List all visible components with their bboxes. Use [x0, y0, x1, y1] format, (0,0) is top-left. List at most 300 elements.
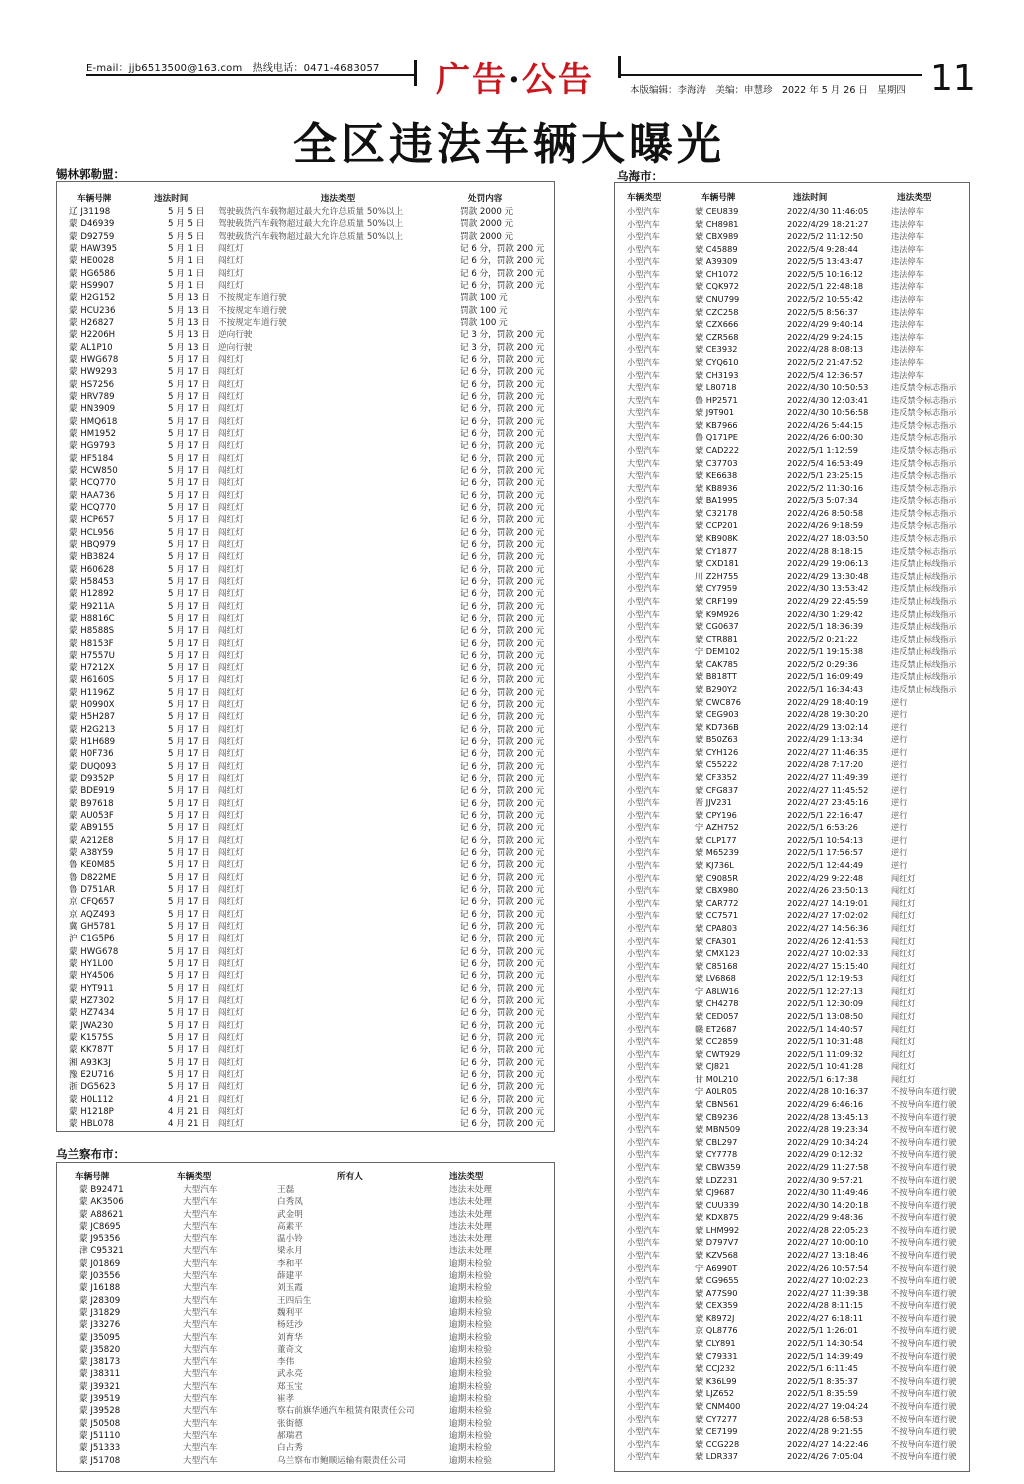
table-row	[627, 519, 967, 532]
table-row	[67, 231, 547, 243]
table-row	[75, 1233, 545, 1245]
table-cell: 小型汽车	[627, 935, 660, 946]
table-cell: 小型汽车	[627, 1262, 660, 1273]
table-cell: 蒙 HWG678	[69, 946, 119, 957]
table-cell: 不按导向车道行驶	[891, 1174, 957, 1185]
table-cell: 违法停车	[891, 356, 924, 367]
table-cell: 2022/4/30 11:49:46	[787, 1187, 869, 1198]
table-cell: 违法停车	[891, 206, 924, 216]
table-cell: 闯红灯	[218, 1033, 244, 1043]
header-rule-right	[620, 74, 922, 76]
table-cell: 违法未处理	[449, 1197, 492, 1208]
table-cell: 2022/5/1 6:11:45	[787, 1363, 858, 1374]
table-cell: 2022/4/27 10:02:23	[787, 1275, 869, 1286]
table-cell: 违反禁令标志指示	[891, 470, 957, 481]
table-cell: 5 月 1 日	[168, 244, 205, 254]
table-cell: 2022/4/28 13:45:13	[787, 1111, 869, 1122]
table-cell: 蒙 L80718	[695, 382, 737, 393]
table-cell: 蒙 J35820	[79, 1344, 121, 1355]
table-cell: 宁 AZH752	[695, 822, 739, 833]
table-cell: 刘玉霞	[277, 1283, 303, 1294]
table-cell: 武金明	[277, 1209, 303, 1220]
table-cell: 蒙 CJ9687	[695, 1187, 735, 1198]
table-cell: 蒙 D46939	[69, 219, 115, 230]
table-cell: 闯红灯	[891, 998, 916, 1009]
table-cell: 蒙 CTR881	[695, 633, 738, 644]
table-cell: 2022/4/26 7:05:04	[787, 1451, 864, 1462]
table-cell: 5 月 17 日	[168, 441, 210, 452]
table-cell: 2022/5/2 0:29:36	[787, 658, 858, 669]
table-cell: 董奇文	[277, 1344, 303, 1355]
table-row	[67, 551, 547, 563]
table-cell: 5 月 17 日	[168, 1057, 210, 1068]
table-row	[67, 711, 547, 723]
table-cell: 记 6 分，罚款 200 元	[460, 453, 545, 464]
table-cell: 5 月 17 日	[168, 663, 210, 674]
table-cell: 京 AQZ493	[69, 909, 116, 920]
table-cell: 小型汽车	[627, 746, 660, 757]
table-cell: 记 6 分，罚款 200 元	[460, 613, 545, 624]
table-cell: 蒙 HCQ770	[69, 478, 116, 489]
table-cell: 5 月 17 日	[168, 798, 210, 809]
table-cell: 4 月 21 日	[168, 1106, 210, 1117]
table-cell: 蒙 H2G213	[69, 724, 116, 735]
table-cell: 闯红灯	[218, 737, 244, 748]
table-cell: 2022/4/27 11:49:39	[787, 772, 869, 783]
table-cell: 4 月 21 日	[168, 1119, 210, 1130]
table-cell: 蒙 HY1L00	[69, 959, 114, 970]
table-row	[67, 342, 547, 354]
table-cell: 5 月 17 日	[168, 539, 210, 550]
table-cell: 蒙 HG9793	[69, 441, 116, 452]
table-cell: 小型汽车	[627, 897, 660, 908]
table-cell: 2022/4/30 14:20:18	[787, 1199, 869, 1210]
table-cell: 蒙 CC7571	[695, 910, 739, 921]
table-cell: 蒙 CFG837	[695, 784, 739, 795]
table-row	[627, 1211, 967, 1224]
table-cell: 大型汽车	[183, 1221, 218, 1232]
table-cell: 2022/4/28 8:11:15	[787, 1300, 864, 1311]
table-cell: 大型汽车	[627, 457, 660, 468]
table-cell: 蒙 H1218P	[69, 1106, 114, 1117]
table-row	[75, 1319, 545, 1331]
table-cell: 蒙 CBX980	[695, 885, 739, 896]
table-cell: 5 月 17 日	[168, 527, 210, 538]
table-cell: 蒙 H8153F	[69, 638, 114, 649]
table-cell: 蒙 CPY196	[695, 809, 737, 820]
table-row	[67, 933, 547, 945]
table-cell: 小型汽车	[627, 1312, 660, 1323]
table-cell: 违反禁令标志指示	[891, 545, 957, 556]
table-cell: 蒙 CY7959	[695, 583, 738, 594]
table-row	[75, 1368, 545, 1380]
table-cell: 郑玉宝	[277, 1381, 303, 1392]
table-row	[627, 872, 967, 885]
table-cell: 违反禁令标志指示	[891, 495, 957, 506]
table-cell: 宁 A8LW16	[695, 985, 739, 996]
table-cell: 小型汽车	[627, 721, 660, 732]
table-cell: 违法停车	[891, 319, 924, 330]
table-row	[627, 633, 967, 646]
table-cell: 5 月 17 日	[168, 1008, 210, 1019]
table-cell: 5 月 17 日	[168, 515, 210, 526]
table-row	[627, 645, 967, 658]
table-row	[627, 608, 967, 621]
table-row	[627, 532, 967, 545]
table-cell: 蒙 H0L112	[69, 1094, 114, 1105]
table-cell: 蒙 BDE919	[69, 786, 115, 797]
table-row	[627, 658, 967, 671]
table-cell: 蒙 CZX666	[695, 319, 739, 330]
table-cell: 蒙 J51110	[79, 1430, 121, 1441]
table-cell: 记 6 分，罚款 200 元	[460, 737, 545, 748]
table-cell: 大型汽车	[627, 470, 660, 481]
table-cell: 不按规定车道行驶	[218, 293, 287, 304]
table-row	[67, 761, 547, 773]
table-cell: 小型汽车	[627, 608, 660, 619]
table-cell: 闯红灯	[891, 910, 916, 921]
table-cell: 2022/4/28 19:30:20	[787, 709, 869, 720]
table-cell: 小型汽车	[627, 985, 660, 996]
header-bar-left	[414, 60, 417, 86]
table-cell: 小型汽车	[627, 1350, 660, 1361]
table-row	[627, 1337, 967, 1350]
table-cell: 闯红灯	[891, 1036, 916, 1047]
table-cell: 小型汽车	[627, 256, 660, 267]
table-row	[627, 205, 967, 218]
table-row	[75, 1381, 545, 1393]
table-cell: 5 月 13 日	[168, 342, 210, 353]
table-row	[67, 798, 547, 810]
table-row	[627, 356, 967, 369]
table-cell: 不按导向车道行驶	[891, 1426, 957, 1437]
table-cell: 记 6 分，罚款 200 元	[460, 354, 545, 365]
table-cell: 2022/4/27 6:18:11	[787, 1312, 864, 1323]
table-cell: 大型汽车	[183, 1246, 218, 1257]
table-row	[627, 683, 967, 696]
table-cell: 蒙 CPA803	[695, 922, 738, 933]
table-cell: 5 月 17 日	[168, 650, 210, 661]
table-cell: 大型汽车	[627, 407, 660, 418]
table-cell: 小型汽车	[627, 306, 660, 317]
table-row	[627, 1060, 967, 1073]
table-cell: 大型汽车	[183, 1381, 218, 1392]
table-row	[67, 366, 547, 378]
table-cell: 2022/4/29 9:24:15	[787, 331, 864, 342]
table-cell: 违反禁止标线指示	[891, 671, 957, 682]
table-cell: 小型汽车	[627, 696, 660, 707]
table-cell: 鲁 Q171PE	[695, 432, 738, 443]
table-cell: 不按导向车道行驶	[891, 1199, 957, 1210]
table-cell: 违反禁令标志指示	[891, 407, 957, 418]
table-cell: 小型汽车	[627, 344, 660, 355]
table-row	[627, 947, 967, 960]
table-cell: 记 6 分，罚款 200 元	[460, 379, 545, 390]
table-cell: 小型汽车	[627, 1136, 660, 1147]
table-row	[67, 1094, 547, 1106]
table-cell: 闯红灯	[218, 872, 244, 883]
table-cell: 记 6 分，罚款 200 元	[460, 280, 545, 291]
table-cell: 2022/4/29 13:02:14	[787, 721, 869, 732]
table-row	[67, 1007, 547, 1019]
table-cell: 蒙 HAA736	[69, 490, 116, 501]
table-cell: 逾期未检验	[449, 1381, 492, 1392]
table-row	[67, 502, 547, 514]
table-cell: 5 月 17 日	[168, 576, 210, 587]
table-cell: 2022/5/1 10:31:48	[787, 1036, 864, 1047]
table-cell: 驾驶载货汽车载物超过最大允许总质量 50%以上	[218, 207, 404, 218]
table-cell: 小型汽车	[627, 570, 660, 581]
table-cell: 小型汽车	[627, 1086, 660, 1097]
table-cell: 闯红灯	[891, 885, 916, 896]
table-cell: 蒙 J39528	[79, 1406, 121, 1417]
table-cell: 闯红灯	[891, 1011, 916, 1021]
contact-line: E-mail：jjb6513500@163.com 热线电话：0471-4683057	[86, 63, 380, 74]
table-cell: 蒙 H26827	[69, 317, 115, 328]
table-cell: 逆行	[891, 734, 908, 745]
table-cell: 违法未处理	[449, 1185, 492, 1195]
table-cell: 闯红灯	[891, 872, 916, 883]
table-cell: 2022/5/1 22:16:47	[787, 809, 864, 820]
table-cell: 小型汽车	[627, 331, 660, 342]
table-cell: 记 6 分，罚款 200 元	[460, 835, 545, 846]
table-cell: 闯红灯	[891, 935, 916, 946]
table-cell: 蒙 A77S90	[695, 1287, 738, 1298]
table-cell: 2022/4/28 8:08:13	[787, 344, 864, 355]
section-title-a: 广告	[436, 60, 508, 100]
table-row	[67, 674, 547, 686]
table-cell: 小型汽车	[627, 1438, 660, 1449]
table-row	[67, 588, 547, 600]
table-cell: 闯红灯	[218, 749, 244, 760]
table-cell: 闯红灯	[218, 367, 244, 378]
table-cell: 小型汽车	[627, 960, 660, 971]
table-cell: 闯红灯	[218, 268, 244, 279]
table-row	[627, 444, 967, 457]
table-cell: 记 6 分，罚款 200 元	[460, 1008, 545, 1019]
table-cell: 辽 J31198	[69, 207, 111, 218]
table-cell: 蒙 J28309	[79, 1295, 121, 1306]
table-cell: 违法停车	[891, 344, 924, 355]
table-cell: 罚款 100 元	[460, 293, 508, 304]
table-cell: 闯红灯	[891, 922, 916, 933]
table-cell: 5 月 17 日	[168, 552, 210, 563]
ulanqab-table-body	[75, 1184, 545, 1467]
table-cell: 逾期未检验	[449, 1295, 492, 1306]
table-cell: 闯红灯	[891, 1073, 916, 1084]
table-cell: 蒙 HE0028	[69, 256, 115, 267]
table-cell: 违反禁令标志指示	[891, 457, 957, 468]
table-cell: 蒙 CLP177	[695, 834, 737, 845]
table-cell: 蒙 D9352P	[69, 774, 114, 785]
table-row	[627, 1186, 967, 1199]
table-row	[67, 490, 547, 502]
table-cell: 记 3 分，罚款 200 元	[460, 330, 545, 341]
table-cell: 记 6 分，罚款 200 元	[460, 527, 545, 538]
table-row	[67, 810, 547, 822]
table-cell: 逆行	[891, 772, 908, 783]
table-cell: 小型汽车	[627, 1325, 660, 1336]
table-cell: 蒙 CF3352	[695, 772, 738, 783]
table-cell: 5 月 1 日	[168, 256, 205, 267]
table-cell: 闯红灯	[218, 527, 244, 538]
table-cell: 蒙 AL1P10	[69, 342, 113, 353]
table-cell: 2022/5/1 16:34:43	[787, 683, 864, 694]
table-cell: 蒙 A88621	[79, 1209, 124, 1220]
table-row	[75, 1221, 545, 1233]
table-cell: 蒙 CCG228	[695, 1438, 740, 1449]
table-row	[627, 306, 967, 319]
table-cell: 5 月 17 日	[168, 478, 210, 489]
table-row	[627, 721, 967, 734]
table-cell: 罚款 2000 元	[460, 219, 514, 230]
column-header: 车辆类型	[627, 193, 662, 204]
table-cell: 不按导向车道行驶	[891, 1350, 957, 1361]
table-cell: 李和平	[277, 1258, 303, 1269]
table-cell: 5 月 17 日	[168, 946, 210, 957]
table-row	[67, 243, 547, 255]
table-cell: 蒙 LJZ652	[695, 1388, 735, 1399]
table-row	[67, 317, 547, 329]
table-cell: 蒙 KZV568	[695, 1249, 738, 1260]
table-cell: 5 月 17 日	[168, 428, 210, 439]
table-cell: 大型汽车	[627, 419, 660, 430]
table-cell: 记 6 分，罚款 200 元	[460, 885, 545, 896]
ulanqab-table	[75, 1171, 545, 1467]
table-cell: 蒙 CWC876	[695, 696, 741, 707]
table-cell: 蒙 CFA301	[695, 935, 737, 946]
table-cell: 2022/5/1 12:30:09	[787, 998, 864, 1009]
table-cell: 记 6 分，罚款 200 元	[460, 1045, 545, 1056]
table-cell: 小型汽车	[627, 1212, 660, 1223]
table-cell: 不按导向车道行驶	[891, 1149, 957, 1160]
table-cell: 冀 GH5781	[69, 922, 116, 933]
table-row	[75, 1184, 545, 1196]
table-cell: 违法停车	[891, 218, 924, 229]
table-cell: 逆行	[891, 721, 908, 732]
table-row	[67, 970, 547, 982]
table-cell: 小型汽车	[627, 294, 660, 305]
table-cell: 2022/5/4 12:36:57	[787, 369, 864, 380]
table-cell: 不按导向车道行驶	[891, 1400, 957, 1411]
table-cell: 违反禁止标线指示	[891, 633, 957, 644]
table-cell: 蒙 LHM992	[695, 1224, 740, 1235]
table-row	[627, 1174, 967, 1187]
table-row	[67, 280, 547, 292]
table-cell: 2022/5/4 9:28:44	[787, 243, 858, 254]
table-cell: 5 月 17 日	[168, 774, 210, 785]
table-cell: 蒙 CE7199	[695, 1426, 738, 1437]
table-cell: 违反禁令标志指示	[891, 419, 957, 430]
table-cell: 小型汽车	[627, 545, 660, 556]
table-row	[67, 218, 547, 230]
table-cell: 闯红灯	[218, 552, 244, 563]
table-cell: 5 月 17 日	[168, 1069, 210, 1080]
table-cell: 2022/5/1 12:44:49	[787, 860, 864, 871]
table-cell: 蒙 K8972J	[695, 1312, 735, 1323]
table-cell: 闯红灯	[218, 700, 244, 711]
table-cell: 5 月 17 日	[168, 453, 210, 464]
table-cell: 蒙 HY4506	[69, 971, 114, 982]
table-cell: 小型汽车	[627, 1338, 660, 1349]
table-cell: 记 6 分，罚款 200 元	[460, 860, 545, 871]
table-cell: 2022/5/5 10:16:12	[787, 268, 864, 279]
table-row	[627, 922, 967, 935]
table-cell: 闯红灯	[218, 959, 244, 970]
table-cell: 5 月 1 日	[168, 280, 205, 291]
table-cell: 记 6 分，罚款 200 元	[460, 404, 545, 415]
table-cell: 小型汽车	[627, 268, 660, 279]
table-row	[627, 1262, 967, 1275]
table-cell: 闯红灯	[218, 416, 244, 427]
table-cell: 蒙 HAW395	[69, 244, 118, 254]
table-cell: 违反禁令标志指示	[891, 507, 957, 518]
table-cell: 蒙 CYQ610	[695, 356, 739, 367]
table-row	[627, 1148, 967, 1161]
table-row	[627, 960, 967, 973]
table-cell: 小型汽车	[627, 1451, 660, 1462]
table-cell: 2022/4/30 10:50:53	[787, 382, 869, 393]
table-cell: 闯红灯	[891, 897, 916, 908]
table-row	[75, 1455, 545, 1467]
table-row	[75, 1295, 545, 1307]
table-cell: 闯红灯	[218, 798, 244, 809]
table-cell: 蒙 C55222	[695, 759, 738, 770]
table-row	[67, 453, 547, 465]
table-cell: 2022/4/26 10:57:54	[787, 1262, 869, 1273]
table-row	[75, 1442, 545, 1454]
table-cell: 小型汽车	[627, 520, 660, 531]
table-cell: 违反禁止标线指示	[891, 608, 957, 619]
table-cell: 违法未处理	[449, 1234, 492, 1245]
table-cell: 5 月 17 日	[168, 687, 210, 698]
table-cell: 小型汽车	[627, 206, 660, 216]
table-cell: 5 月 17 日	[168, 971, 210, 982]
table-cell: 2022/5/2 0:21:22	[787, 633, 858, 644]
table-cell: 违反禁令标志指示	[891, 394, 957, 405]
table-row	[67, 896, 547, 908]
table-row	[627, 985, 967, 998]
table-cell: 蒙 HCP657	[69, 515, 115, 526]
table-row	[67, 391, 547, 403]
table-cell: 蒙 K1575S	[69, 1033, 114, 1043]
table-row	[67, 699, 547, 711]
table-cell: 闯红灯	[218, 1082, 244, 1093]
table-row	[627, 1236, 967, 1249]
table-row	[627, 696, 967, 709]
table-cell: 5 月 5 日	[168, 219, 205, 230]
table-cell: 不按导向车道行驶	[891, 1086, 957, 1097]
table-cell: 逆行	[891, 709, 908, 720]
table-cell: 逾期未检验	[449, 1357, 492, 1368]
table-cell: 闯红灯	[218, 626, 244, 637]
table-row	[627, 419, 967, 432]
table-cell: 记 6 分，罚款 200 元	[460, 1069, 545, 1080]
table-cell: 2022/5/1 11:09:32	[787, 1048, 864, 1059]
table-cell: 蒙 D92759	[69, 231, 115, 242]
table-cell: 蒙 KB8936	[695, 482, 738, 493]
table-cell: 小型汽车	[627, 356, 660, 367]
table-row	[67, 527, 547, 539]
table-row	[627, 293, 967, 306]
table-cell: 蒙 CAR772	[695, 897, 739, 908]
table-row	[67, 1032, 547, 1044]
header-rule-left	[86, 74, 416, 76]
table-cell: 鲁 D751AR	[69, 885, 116, 896]
table-cell: 5 月 17 日	[168, 675, 210, 686]
table-cell: 不按导向车道行驶	[891, 1275, 957, 1286]
table-cell: 小型汽车	[627, 1174, 660, 1185]
